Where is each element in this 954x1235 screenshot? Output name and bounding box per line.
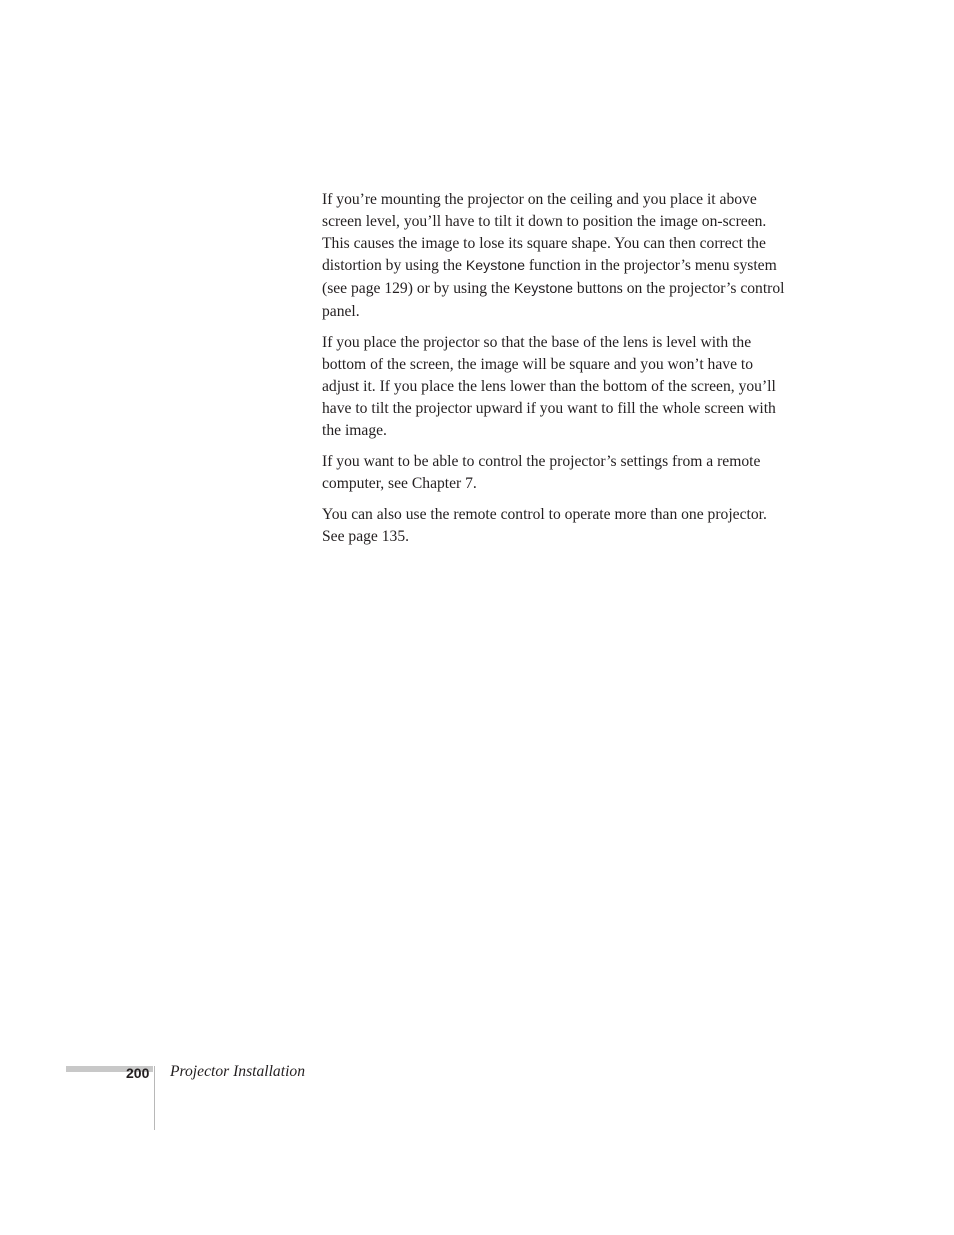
footer-section-title: Projector Installation <box>170 1063 305 1080</box>
paragraph-remote-computer: If you want to be able to control the projector’s settings from a remote computer, see Chapter 7. <box>322 452 761 492</box>
paragraph-text: function in the projector’s menu system (see page 129) or by using the <box>322 256 777 297</box>
keystone-term: Keystone <box>465 257 525 274</box>
paragraph-remote-control: You can also use the remote control to operate more than one projector. See page 135. <box>322 506 767 546</box>
body-text <box>322 189 790 558</box>
paragraph-text: buttons on the projector’s control panel. <box>322 279 785 320</box>
footer-divider <box>154 1066 155 1130</box>
paragraph-text: If you’re mounting the projector on the ceiling and you place it above screen level, you’ll have to tilt it down to position the image on-screen. This causes the image to lose its square shape. You can then correct the distortion by using the <box>322 191 767 274</box>
paragraph-ceiling-mounting <box>322 189 790 322</box>
page-number: 200 <box>126 1065 150 1081</box>
keystone-term: Keystone <box>513 280 573 297</box>
paragraph-lens-level: If you place the projector so that the base of the lens is level with the bottom of the screen, the image will be square and you won’t have to adjust it. If you place the lens lower than the bottom of the screen, you’ll have to tilt the projector upward if you want to fill the whole screen with the image. <box>322 333 776 439</box>
